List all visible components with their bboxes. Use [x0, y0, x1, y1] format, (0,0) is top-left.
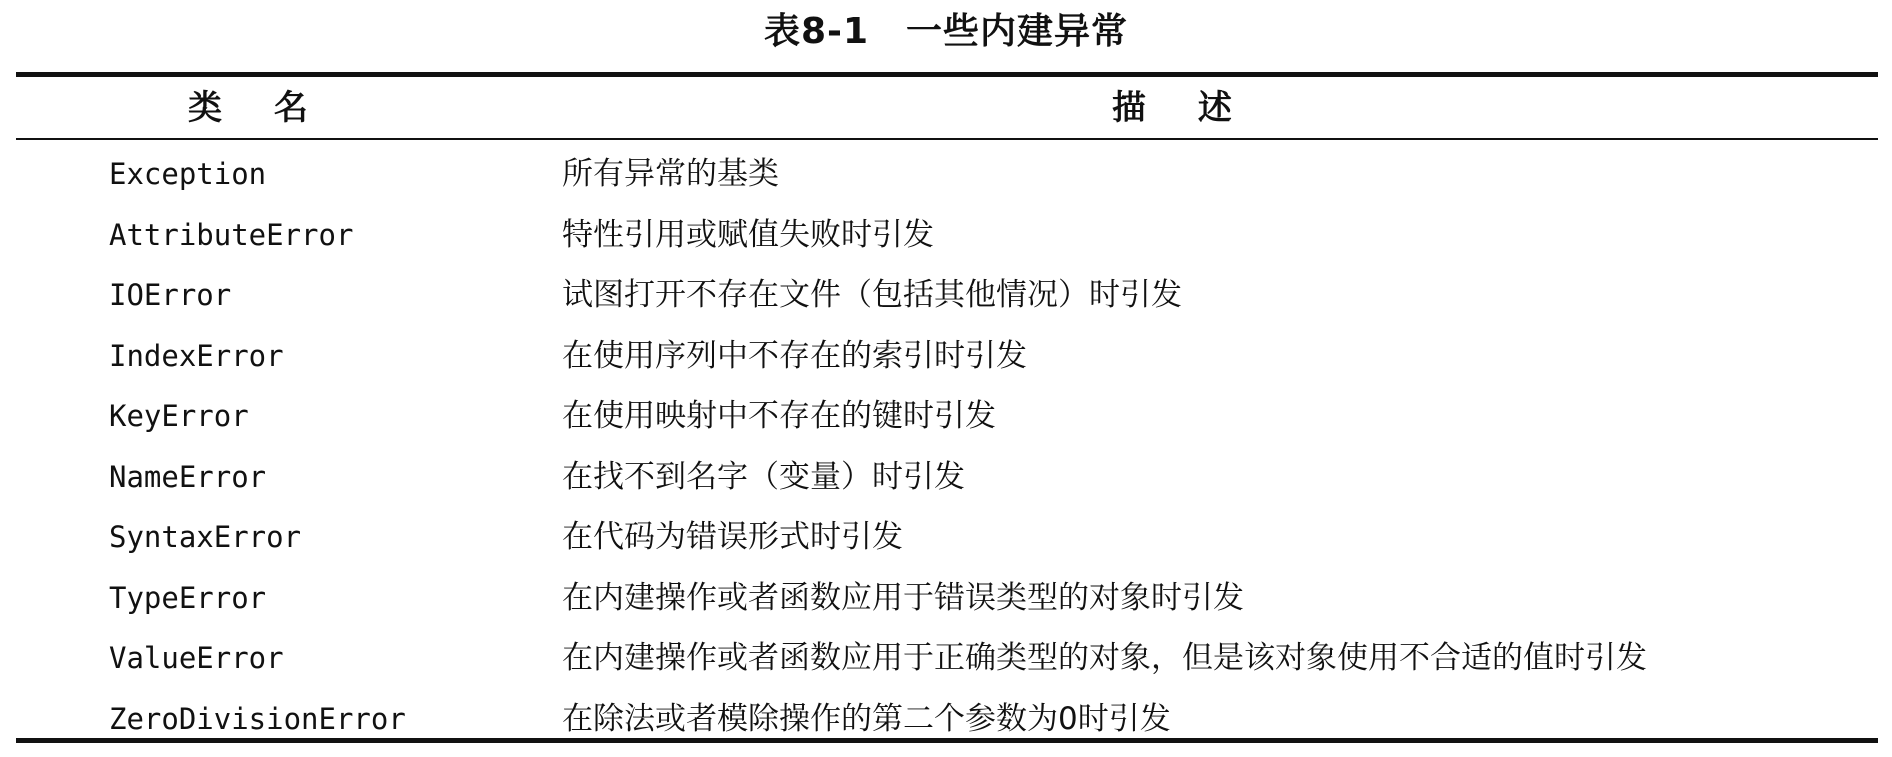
table-row [0, 507, 1892, 568]
exception-class-name: SyntaxError [109, 520, 302, 554]
exception-class-name: AttributeError [109, 217, 354, 252]
exception-table-body [0, 144, 1892, 749]
table-row [0, 144, 1892, 205]
exception-description: 在找不到名字（变量）时引发 [562, 458, 965, 495]
exception-description: 在内建操作或者函数应用于错误类型的对象时引发 [562, 579, 1244, 616]
table-row [0, 205, 1892, 266]
exception-class-name: ZeroDivisionError [109, 701, 406, 736]
exception-description: 在使用序列中不存在的索引时引发 [562, 337, 1027, 374]
exception-class-name: ValueError [109, 641, 284, 675]
exception-class-name: Exception [109, 157, 267, 191]
exception-description: 在除法或者模除操作的第二个参数为0时引发 [562, 700, 1171, 737]
table-header-rule [16, 138, 1878, 140]
table-row [0, 326, 1892, 387]
table-title: 表8-1 一些内建异常 [763, 11, 1129, 52]
exception-description: 在代码为错误形式时引发 [562, 519, 903, 555]
exception-class-name: NameError [109, 459, 267, 494]
table-bottom-rule [16, 738, 1878, 743]
table-top-rule [16, 72, 1878, 77]
column-header-name: 类 名 [188, 88, 308, 128]
exception-class-name: KeyError [109, 399, 249, 433]
table-row [0, 265, 1892, 326]
exception-class-name: TypeError [109, 580, 267, 615]
exception-description: 特性引用或赋值失败时引发 [562, 216, 934, 253]
exception-description: 试图打开不存在文件（包括其他情况）时引发 [562, 277, 1182, 313]
table-row [0, 447, 1892, 508]
table-row [0, 568, 1892, 629]
table-row [0, 628, 1892, 689]
exception-class-name: IOError [109, 278, 232, 312]
exception-class-name: IndexError [109, 338, 284, 373]
exception-description: 所有异常的基类 [562, 156, 779, 192]
exception-description: 在内建操作或者函数应用于正确类型的对象，但是该对象使用不合适的值时引发 [562, 640, 1647, 676]
exception-description: 在使用映射中不存在的键时引发 [562, 398, 996, 434]
column-header-description: 描 述 [1112, 88, 1232, 128]
table-row [0, 386, 1892, 447]
